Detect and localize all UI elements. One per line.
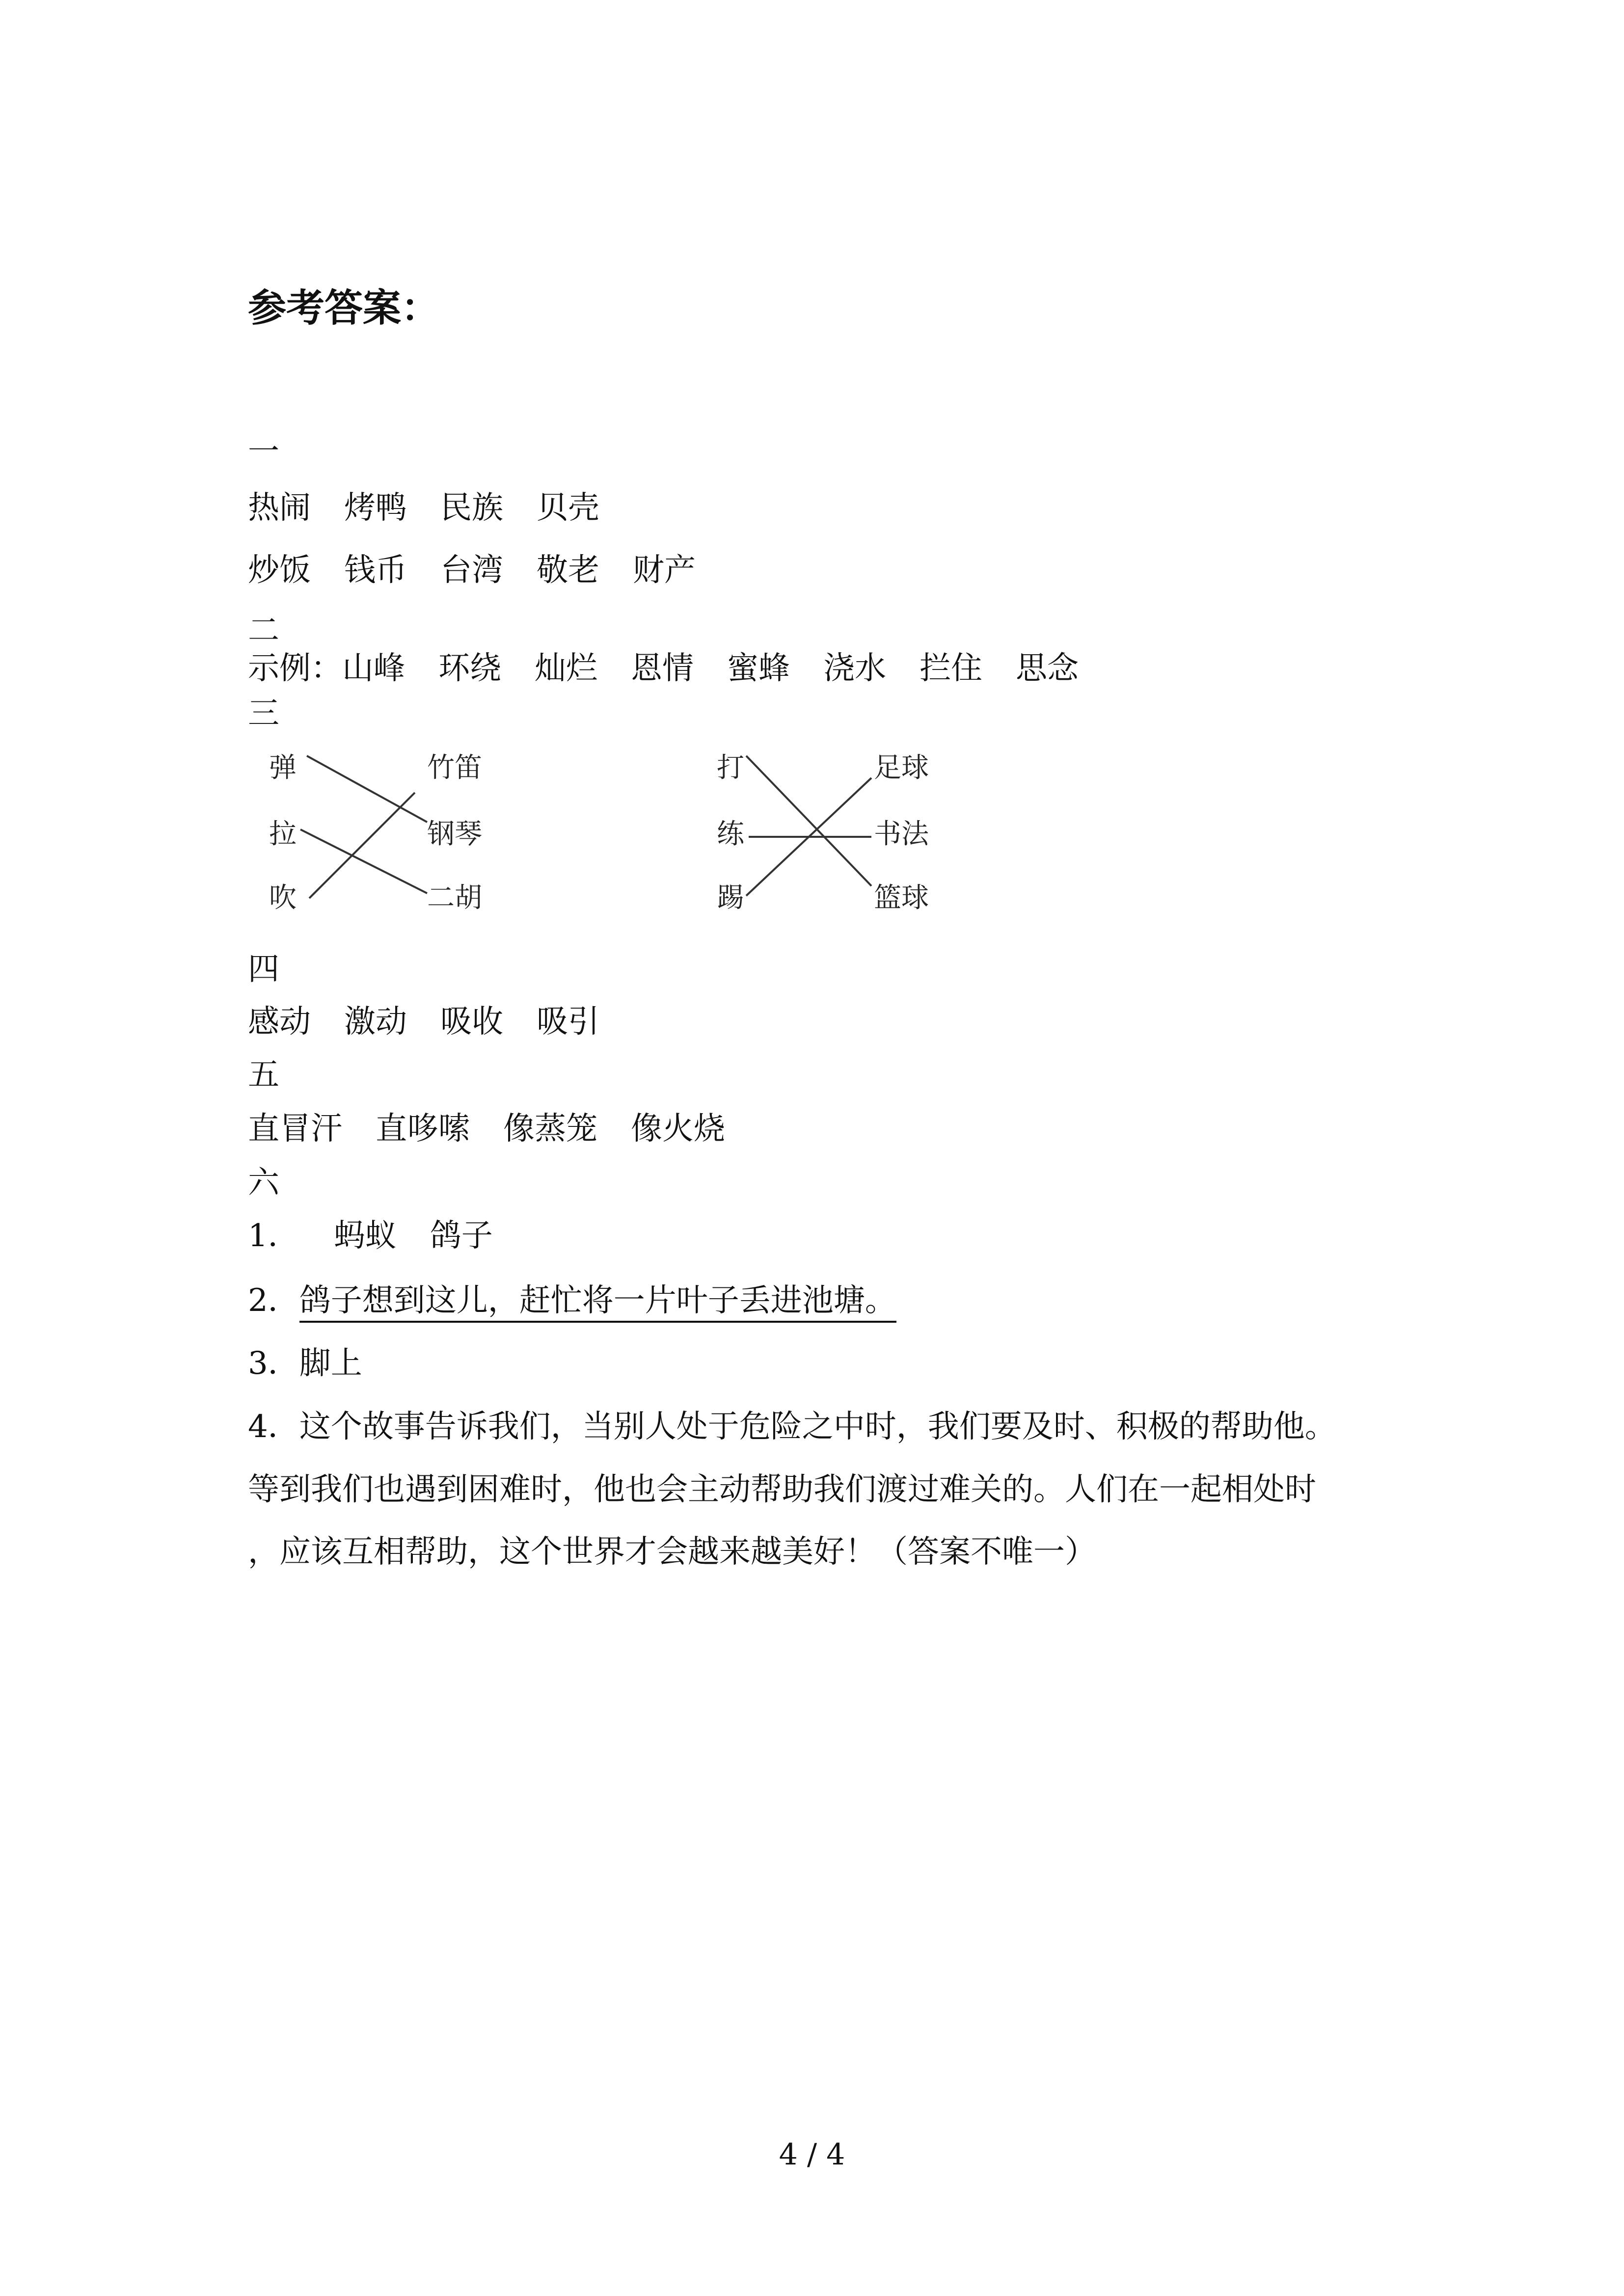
question-2 (248, 1281, 896, 1320)
word: 民族 (440, 490, 503, 526)
word: 感动 (248, 1004, 311, 1040)
word: 浇水 (823, 650, 886, 687)
word: 像火烧 (631, 1111, 725, 1147)
question-4-line-3: ，应该互相帮助，这个世界才会越来越美好！（答案不唯一） (248, 1534, 1096, 1570)
match-right-item: 二胡 (427, 882, 482, 914)
match-left-item: 弹 (269, 752, 297, 784)
question-number: 2． (248, 1282, 299, 1319)
match-line-tan-gangqin (307, 756, 427, 822)
match-right-item: 书法 (874, 818, 929, 850)
word: 鸽子 (430, 1218, 493, 1254)
match-left-item: 踢 (717, 882, 744, 914)
match-line-da-lanqiu (746, 756, 871, 886)
word: 台湾 (440, 552, 503, 588)
word: 拦住 (920, 650, 982, 687)
word: 吸引 (537, 1004, 599, 1040)
match-left-item: 拉 (269, 818, 297, 850)
match-right-item: 足球 (874, 752, 929, 784)
word: 灿烂 (535, 650, 597, 687)
answer-underlined: 鸽子想到这儿，赶忙将一片叶子丢进池塘。 (299, 1282, 896, 1323)
match-line-chui-zhudi (309, 793, 415, 898)
section-3-label: 三 (248, 695, 279, 732)
section-4-row (248, 1002, 599, 1041)
question-4-line-1 (248, 1407, 1336, 1446)
word: 炒饭 (248, 552, 311, 588)
section-1-label: 一 (248, 433, 279, 470)
section-5-label: 五 (248, 1057, 279, 1093)
word: 环绕 (438, 650, 501, 687)
word: 像蒸笼 (503, 1111, 597, 1147)
match-left-item: 打 (717, 752, 744, 784)
match-right-item: 篮球 (874, 882, 929, 914)
answer: 脚上 (299, 1345, 362, 1382)
word: 恩情 (631, 650, 694, 687)
section-2-label: 二 (248, 613, 279, 649)
match-left-item: 练 (717, 818, 744, 850)
section-4-label: 四 (248, 951, 279, 988)
word: 山峰 (342, 650, 405, 687)
word: 激动 (344, 1004, 407, 1040)
question-number: 4． (248, 1409, 299, 1445)
match-right-item: 竹笛 (427, 752, 482, 784)
word: 烤鸭 (344, 490, 407, 526)
example-prefix: 示例： (248, 650, 342, 687)
page-number: 4 / 4 (779, 2137, 845, 2172)
question-4-line-2: 等到我们也遇到困难时，他也会主动帮助我们渡过难关的。人们在一起相处时 (248, 1471, 1316, 1508)
section-6-label: 六 (248, 1165, 279, 1201)
word: 钱币 (344, 552, 407, 588)
word: 贝壳 (537, 490, 599, 526)
page-title: 参考答案： (248, 286, 440, 330)
answer-line: 这个故事告诉我们，当别人处于危险之中时，我们要及时、积极的帮助他。 (299, 1409, 1336, 1445)
word: 直冒汗 (248, 1111, 342, 1147)
word: 敬老 (537, 552, 599, 588)
section-5-row (248, 1109, 725, 1148)
word: 蜜蜂 (727, 650, 790, 687)
question-number: 3． (248, 1345, 299, 1382)
match-right-item: 钢琴 (427, 818, 482, 850)
question-number: 1． (248, 1218, 299, 1254)
word: 热闹 (248, 490, 311, 526)
word: 思念 (1016, 650, 1079, 687)
question-3 (248, 1344, 362, 1383)
word: 蚂蚁 (333, 1218, 397, 1254)
word: 直哆嗦 (376, 1111, 470, 1147)
word: 吸收 (440, 1004, 503, 1040)
question-1 (248, 1216, 493, 1255)
word: 财产 (633, 552, 696, 588)
match-line-la-erhu (300, 829, 427, 893)
match-left-item: 吹 (269, 882, 297, 914)
